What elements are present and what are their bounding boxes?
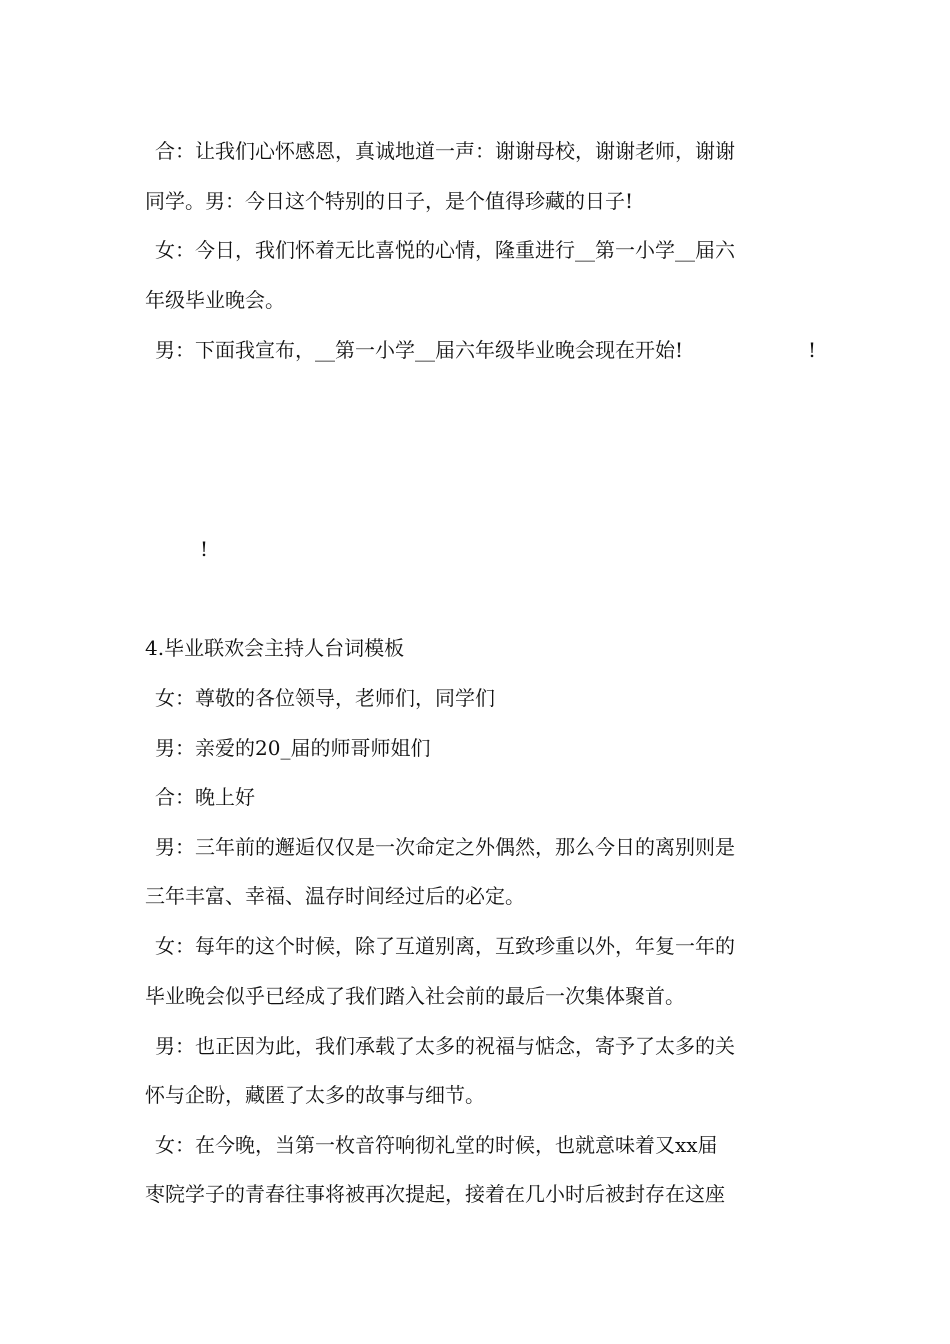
paragraph-line: 男：也正因为此，我们承载了太多的祝福与惦念，寄予了太多的关	[155, 1034, 735, 1058]
paragraph-line: 合：让我们心怀感恩，真诚地道一声：谢谢母校，谢谢老师，谢谢	[155, 139, 735, 163]
paragraph-line: 年级毕业晚会。	[145, 288, 285, 312]
paragraph-line: 女：尊敬的各位领导，老师们，同学们	[155, 686, 495, 710]
section-heading: 4.毕业联欢会主持人台词模板	[145, 636, 405, 660]
paragraph-line: 怀与企盼，藏匿了太多的故事与细节。	[145, 1083, 485, 1107]
paragraph-line: 毕业晚会似乎已经成了我们踏入社会前的最后一次集体聚首。	[145, 984, 685, 1008]
paragraph-line: 女：今日，我们怀着无比喜悦的心情，隆重进行__第一小学__届六	[155, 238, 735, 262]
paragraph-line: 女：在今晚，当第一枚音符响彻礼堂的时候，也就意味着又xx届	[155, 1133, 718, 1157]
paragraph-line: 合：晚上好	[155, 785, 255, 809]
paragraph-line: 男：三年前的邂逅仅仅是一次命定之外偶然，那么今日的离别则是	[155, 835, 735, 859]
stray-mark: !	[200, 537, 209, 561]
paragraph-line: 三年丰富、幸福、温存时间经过后的必定。	[145, 884, 525, 908]
paragraph-line: 男：下面我宣布，__第一小学__届六年级毕业晚会现在开始!	[155, 338, 684, 362]
paragraph-line: 枣院学子的青春往事将被再次提起，接着在几小时后被封存在这座	[145, 1182, 725, 1206]
paragraph-line: 男：亲爱的20_届的师哥师姐们	[155, 736, 431, 760]
paragraph-line: 女：每年的这个时候，除了互道别离，互致珍重以外，年复一年的	[155, 934, 735, 958]
paragraph-line: 同学。男：今日这个特别的日子，是个值得珍藏的日子!	[145, 189, 634, 213]
stray-mark: !	[808, 338, 817, 362]
